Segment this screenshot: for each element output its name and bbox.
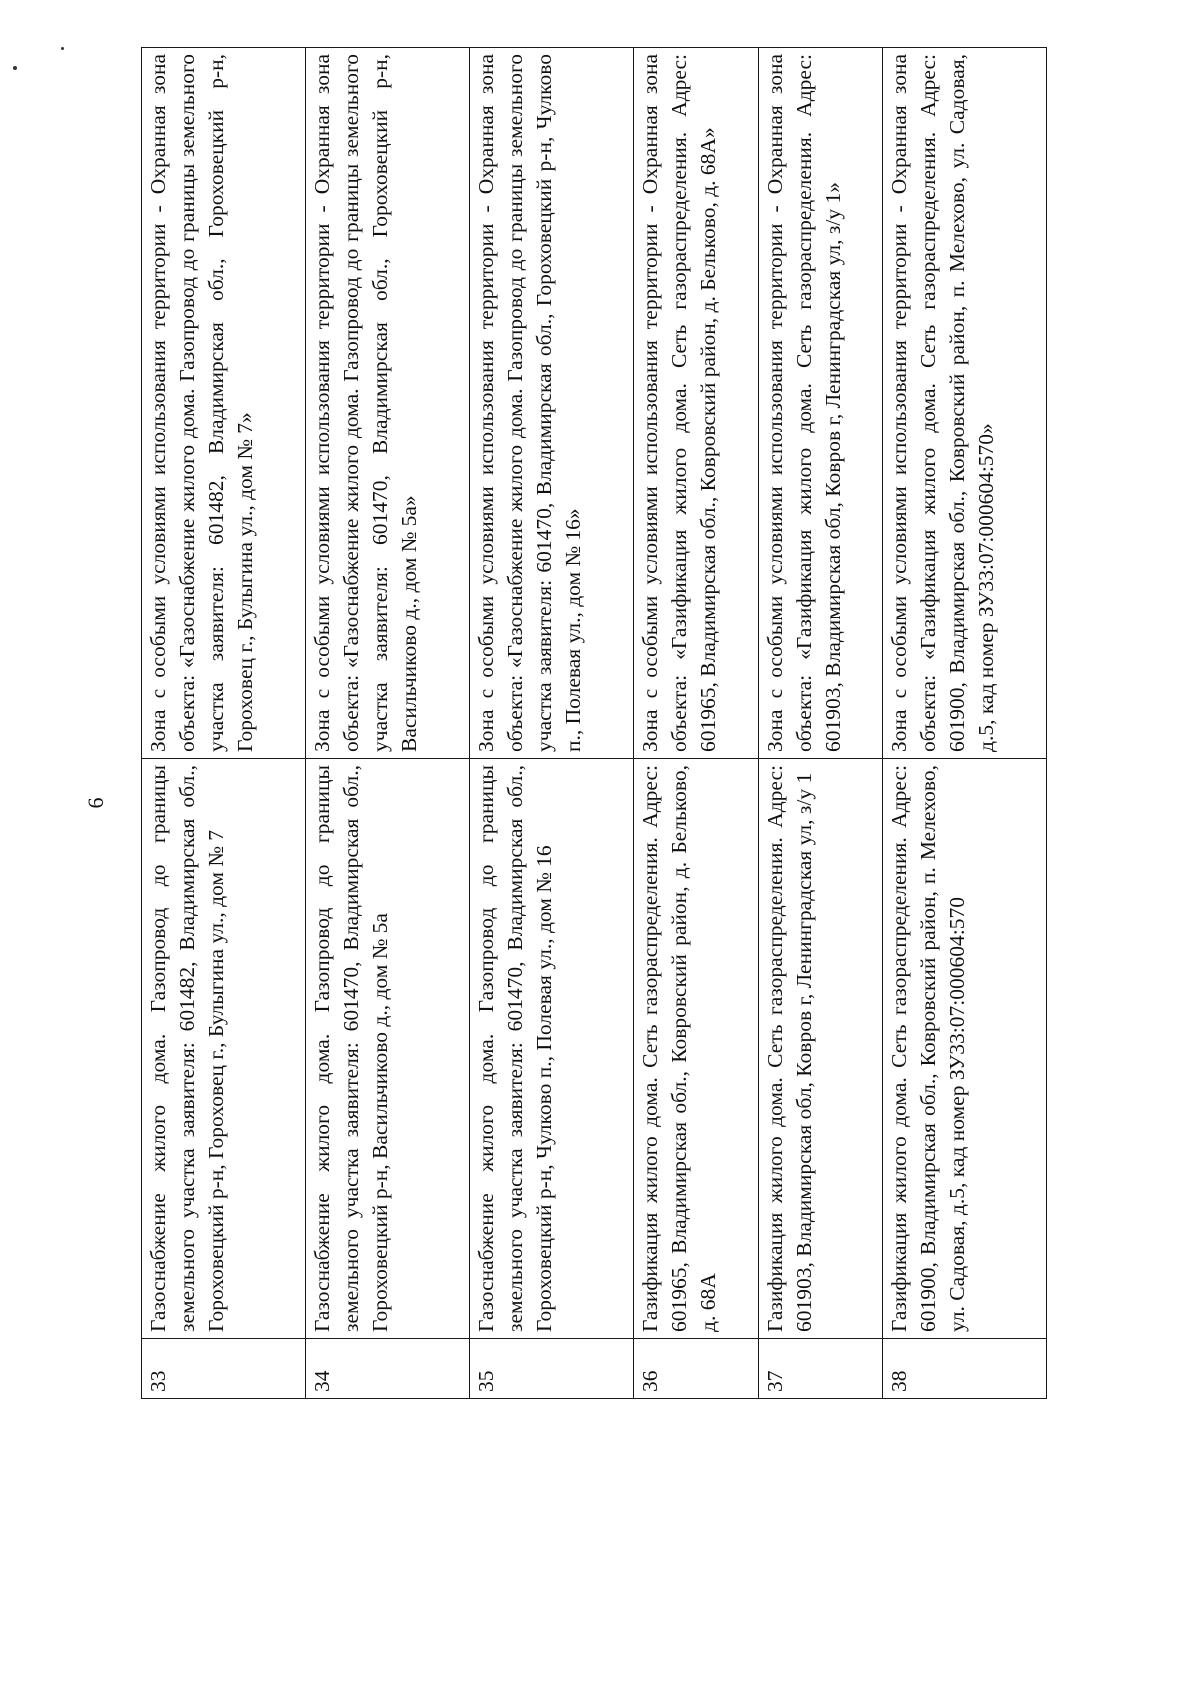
zone-description: Зона с особыми условиями использования территории - Охранная зона объекта: «Газификация жилого дома. Сеть газораспределения. Адрес: 601965, Владимирская обл., Ковровский район, д. Бельково, д. 68А» [634, 48, 758, 759]
row-number: 38 [882, 1339, 1046, 1399]
row-number: 33 [142, 1339, 306, 1399]
zone-description: Зона с особыми условиями использования территории - Охранная зона объекта: «Газоснабжение жилого дома. Газопровод до границы земельного участка заявителя: 601482, Владимирская обл., Гороховецкий р-н, Гороховец г., Булыгина ул., дом № 7» [142, 48, 306, 759]
rotated-table-container [141, 48, 1047, 1399]
row-number: 36 [634, 1339, 758, 1399]
zone-description: Зона с особыми условиями использования территории - Охранная зона объекта: «Газоснабжение жилого дома. Газопровод до границы земельного участка заявителя: 601470, Владимирская обл., Гороховецкий р-н, Васильчиково д., дом № 5а» [306, 48, 470, 759]
page-number: 6 [83, 797, 108, 809]
table-row [470, 48, 634, 1399]
row-number: 34 [306, 1339, 470, 1399]
zone-description: Зона с особыми условиями использования территории - Охранная зона объекта: «Газоснабжение жилого дома. Газопровод до границы земельного участка заявителя: 601470, Владимирская обл., Гороховецкий р-н, Чулково п., Полевая ул., дом № 16» [470, 48, 634, 759]
row-number: 37 [758, 1339, 882, 1399]
object-description: Газификация жилого дома. Сеть газораспределения. Адрес: 601900, Владимирская обл., Ковровский район, п. Мелехово, ул. Садовая, д.5, кад номер ЗУ33:07:000604:570 [882, 759, 1046, 1339]
object-description: Газоснабжение жилого дома. Газопровод до границы земельного участка заявителя: 601482, Владимирская обл., Гороховецкий р-н, Гороховец г., Булыгина ул., дом № 7 [142, 759, 306, 1339]
table-row [306, 48, 470, 1399]
zone-description: Зона с особыми условиями использования территории - Охранная зона объекта: «Газификация жилого дома. Сеть газораспределения. Адрес: 601903, Владимирская обл, Ковров г, Ленинградская ул, з/у 1» [758, 48, 882, 759]
table-row [142, 48, 306, 1399]
object-description: Газификация жилого дома. Сеть газораспределения. Адрес: 601965, Владимирская обл., Ковровский район, д. Бельково, д. 68А [634, 759, 758, 1339]
table-row [758, 48, 882, 1399]
zones-table [141, 47, 1047, 1399]
zone-description: Зона с особыми условиями использования территории - Охранная зона объекта: «Газификация жилого дома. Сеть газораспределения. Адрес: 601900, Владимирская обл., Ковровский район, п. Мелехово, ул. Садовая, д.5, кад номер ЗУ33:07:000604:570» [882, 48, 1046, 759]
object-description: Газификация жилого дома. Сеть газораспределения. Адрес: 601903, Владимирская обл, Ковров г, Ленинградская ул, з/у 1 [758, 759, 882, 1339]
object-description: Газоснабжение жилого дома. Газопровод до границы земельного участка заявителя: 601470, Владимирская обл., Гороховецкий р-н, Васильчиково д., дом № 5а [306, 759, 470, 1339]
scan-speck [13, 66, 17, 70]
table-row [634, 48, 758, 1399]
scan-speck [61, 47, 64, 50]
row-number: 35 [470, 1339, 634, 1399]
table-row [882, 48, 1046, 1399]
object-description: Газоснабжение жилого дома. Газопровод до границы земельного участка заявителя: 601470, Владимирская обл., Гороховецкий р-н, Чулково п., Полевая ул., дом № 16 [470, 759, 634, 1339]
